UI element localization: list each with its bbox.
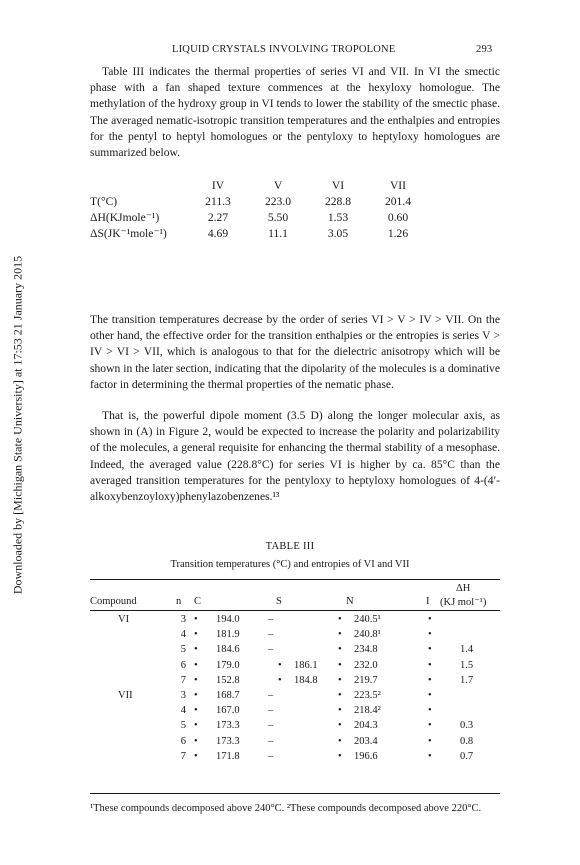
summary-value: 0.60 bbox=[387, 211, 409, 224]
table-cell-delta-h: 0.7 bbox=[460, 750, 474, 762]
table-cell-s-absent: – bbox=[268, 735, 274, 747]
table-cell-s-temp: 186.1 bbox=[294, 659, 318, 671]
table-row bbox=[90, 688, 500, 703]
table-cell-i-marker: • bbox=[428, 705, 432, 717]
download-watermark-text: Downloaded by [Michigan State University] at 17:53 21 January 2015 bbox=[10, 255, 25, 595]
table-cell-c-temp: 173.3 bbox=[216, 735, 240, 747]
table-cell-i-marker: • bbox=[428, 674, 432, 686]
summary-header-iv: IV bbox=[211, 179, 225, 192]
running-head-title: LIQUID CRYSTALS INVOLVING TROPOLONE bbox=[172, 44, 396, 55]
table-cell-n-marker: • bbox=[338, 614, 342, 625]
summary-label: ΔS(JK⁻¹mole⁻¹) bbox=[90, 227, 167, 240]
table-cell-s-absent: – bbox=[268, 644, 274, 656]
table-cell-compound: VII bbox=[118, 689, 133, 701]
table-cell-s-absent: – bbox=[268, 705, 274, 717]
paragraph-intro: Table III indicates the thermal properties of series VI and VII. In VI the smectic phase with a fan shaped texture commences at the hexyloxy homologue. The methylation of the hydroxy group in VI tends to lower the stability of the smectic phase. The averaged nematic-isotropic transition temperatures and the enthalpies and entropies for the pentyl to heptyl homologues or the pentyloxy to heptyloxy homologues are summarized below. bbox=[90, 65, 500, 160]
table-cell-c-marker: • bbox=[194, 735, 198, 747]
download-watermark bbox=[10, 210, 26, 640]
summary-label: ΔH(KJmole⁻¹) bbox=[90, 211, 160, 224]
table-row bbox=[90, 658, 500, 673]
table-cell-n-temp: 196.6 bbox=[354, 750, 378, 762]
table-cell-n: 6 bbox=[180, 735, 186, 747]
table-cell-s-temp: 184.8 bbox=[294, 674, 318, 686]
summary-label: T(°C) bbox=[90, 195, 118, 208]
table-cell-n: 4 bbox=[180, 629, 186, 641]
table-cell-n-temp: 234.8 bbox=[354, 644, 378, 656]
table-cell-n-marker: • bbox=[338, 659, 342, 671]
summary-value: 11.1 bbox=[268, 227, 288, 240]
table-row bbox=[90, 703, 500, 718]
table-bottom-rule bbox=[90, 793, 500, 794]
table-cell-n: 3 bbox=[180, 689, 186, 701]
table-cell-n-marker: • bbox=[338, 674, 342, 686]
table-row bbox=[90, 749, 500, 764]
table-cell-c-temp: 179.0 bbox=[216, 659, 240, 671]
table-body bbox=[90, 612, 500, 764]
table-row bbox=[90, 627, 500, 642]
table-footnote: ¹These compounds decomposed above 240°C. ²These compounds decomposed above 220°C. bbox=[90, 803, 482, 814]
summary-value: 223.0 bbox=[264, 195, 292, 208]
table-cell-s-marker: • bbox=[278, 659, 282, 671]
header-c: C bbox=[194, 596, 202, 607]
table-cell-n: 3 bbox=[180, 614, 186, 625]
table-cell-compound: VI bbox=[118, 614, 130, 625]
table-cell-c-temp: 184.6 bbox=[216, 644, 240, 656]
table-caption: Transition temperatures (°C) and entropies of VI and VII bbox=[170, 559, 410, 570]
paragraph-transition-order: The transition temperatures decrease by the order of series VI > V > IV > VII. On the other hand, the effective order for the transition enthalpies or the entropies is series V > IV > VI > VII, which is analogous to that for the dielectric anisotropy which will be shown in the later section, indicating that the dipolarity of the molecules is a dominative factor in determining the thermal properties of the nematic phase. bbox=[90, 313, 500, 391]
summary-row-enthalpy bbox=[90, 210, 428, 226]
table-cell-c-temp: 152.8 bbox=[216, 674, 240, 686]
header-n: n bbox=[176, 596, 182, 607]
table-row bbox=[90, 734, 500, 749]
paragraph-dipole-moment: That is, the powerful dipole moment (3.5 D) along the longer molecular axis, as shown in (A) in Figure 2, would be expected to increase the polarity and polarizability of the molecules, a general requisite for enhancing the thermal stability of a mesophase. Indeed, the averaged value (228.8°C) for series VI is higher by ca. 85°C than the averaged transition temperatures for the pentyloxy to heptyloxy homologues of 4-(4′-alkoxybenzoyloxy)phenylazobenzenes.¹³ bbox=[90, 409, 500, 504]
table-cell-n-temp: 240.8¹ bbox=[354, 629, 381, 641]
table-cell-i-marker: • bbox=[428, 735, 432, 747]
summary-value: 2.27 bbox=[207, 211, 229, 224]
table-cell-n-marker: • bbox=[338, 705, 342, 717]
table-cell-n-marker: • bbox=[338, 644, 342, 656]
table-cell-c-marker: • bbox=[194, 720, 198, 732]
table-cell-delta-h: 0.8 bbox=[460, 735, 474, 747]
table-cell-n-marker: • bbox=[338, 629, 342, 641]
summary-row-temperature bbox=[90, 194, 428, 210]
table-cell-n-marker: • bbox=[338, 735, 342, 747]
summary-value: 201.4 bbox=[384, 195, 412, 208]
summary-value: 3.05 bbox=[327, 227, 349, 240]
table-cell-n-temp: 204.3 bbox=[354, 720, 378, 732]
table-cell-i-marker: • bbox=[428, 614, 432, 625]
summary-value: 5.50 bbox=[267, 211, 289, 224]
table-cell-i-marker: • bbox=[428, 629, 432, 641]
table-cell-c-marker: • bbox=[194, 674, 198, 686]
table-cell-c-temp: 173.3 bbox=[216, 720, 240, 732]
summary-header-row bbox=[90, 178, 428, 194]
table-row bbox=[90, 612, 500, 627]
table-cell-delta-h: 1.5 bbox=[460, 659, 474, 671]
table-cell-s-absent: – bbox=[268, 614, 274, 625]
summary-header-vii: VII bbox=[389, 179, 407, 192]
table-cell-i-marker: • bbox=[428, 750, 432, 762]
header-delta-h-unit: (KJ mol⁻¹) bbox=[440, 597, 487, 608]
table-cell-delta-h: 1.4 bbox=[460, 644, 474, 656]
table-number: TABLE III bbox=[265, 541, 315, 552]
table-cell-c-temp: 171.8 bbox=[216, 750, 240, 762]
table-cell-c-marker: • bbox=[194, 705, 198, 717]
table-cell-c-temp: 181.9 bbox=[216, 629, 240, 641]
table-cell-i-marker: • bbox=[428, 720, 432, 732]
table-cell-s-marker: • bbox=[278, 674, 282, 686]
table-cell-i-marker: • bbox=[428, 644, 432, 656]
table-cell-i-marker: • bbox=[428, 689, 432, 701]
summary-value: 211.3 bbox=[205, 195, 231, 208]
table-cell-n: 4 bbox=[180, 705, 186, 717]
table-cell-delta-h: 0.3 bbox=[460, 720, 474, 732]
summary-row-entropy bbox=[90, 226, 428, 242]
page-number: 293 bbox=[476, 44, 493, 55]
table-cell-n: 7 bbox=[180, 674, 186, 686]
header-delta-h: ΔH bbox=[456, 583, 471, 594]
header-s: S bbox=[276, 596, 282, 607]
table-cell-i-marker: • bbox=[428, 659, 432, 671]
table-cell-c-marker: • bbox=[194, 629, 198, 641]
table-header-rule bbox=[90, 610, 500, 611]
table-cell-n-temp: 219.7 bbox=[354, 674, 378, 686]
summary-table bbox=[90, 178, 500, 242]
running-head bbox=[0, 44, 580, 60]
table-cell-n-marker: • bbox=[338, 689, 342, 701]
table-cell-n-temp: 223.5² bbox=[354, 689, 381, 701]
table-cell-n: 6 bbox=[180, 659, 186, 671]
table-cell-c-marker: • bbox=[194, 614, 198, 625]
table-cell-s-absent: – bbox=[268, 720, 274, 732]
table-cell-c-temp: 167.0 bbox=[216, 705, 240, 717]
table-cell-c-temp: 168.7 bbox=[216, 689, 240, 701]
table-cell-n: 5 bbox=[180, 644, 186, 656]
table-cell-c-marker: • bbox=[194, 659, 198, 671]
summary-header-v: V bbox=[273, 179, 283, 192]
table-cell-n-marker: • bbox=[338, 750, 342, 762]
table-cell-c-marker: • bbox=[194, 750, 198, 762]
table-cell-n-temp: 240.5¹ bbox=[354, 614, 381, 625]
table-cell-delta-h: 1.7 bbox=[460, 674, 474, 686]
summary-value: 1.26 bbox=[387, 227, 409, 240]
summary-value: 4.69 bbox=[207, 227, 229, 240]
table-top-rule bbox=[90, 579, 500, 580]
summary-value: 1.53 bbox=[327, 211, 349, 224]
table-cell-s-absent: – bbox=[268, 629, 274, 641]
summary-header-vi: VI bbox=[331, 179, 345, 192]
summary-value: 228.8 bbox=[324, 195, 352, 208]
table-cell-n: 5 bbox=[180, 720, 186, 732]
table-cell-c-marker: • bbox=[194, 644, 198, 656]
table-row bbox=[90, 718, 500, 733]
header-n-phase: N bbox=[346, 596, 354, 607]
summary-header-blank bbox=[90, 178, 188, 194]
table-cell-n-temp: 232.0 bbox=[354, 659, 378, 671]
header-compound: Compound bbox=[90, 596, 137, 607]
table-row bbox=[90, 642, 500, 657]
table-cell-n-temp: 218.4² bbox=[354, 705, 381, 717]
table-cell-s-absent: – bbox=[268, 689, 274, 701]
table-row bbox=[90, 673, 500, 688]
table-cell-n-marker: • bbox=[338, 720, 342, 732]
header-i: I bbox=[426, 596, 430, 607]
table-cell-n-temp: 203.4 bbox=[354, 735, 378, 747]
table-cell-s-absent: – bbox=[268, 750, 274, 762]
table-cell-c-marker: • bbox=[194, 689, 198, 701]
table-cell-n: 7 bbox=[180, 750, 186, 762]
table-cell-c-temp: 194.0 bbox=[216, 614, 240, 625]
